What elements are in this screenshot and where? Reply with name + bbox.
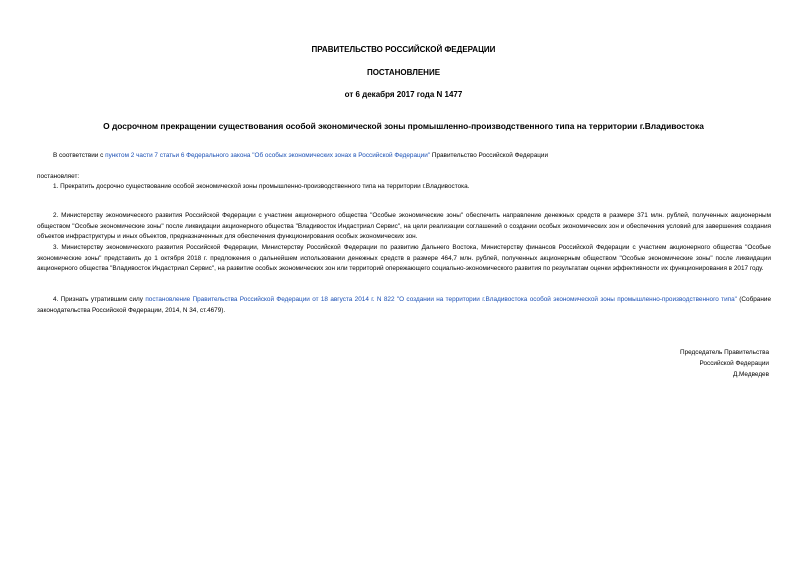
preamble: [37, 151, 771, 162]
decrees-label: постановляет:: [37, 173, 80, 180]
item-4: [37, 295, 771, 316]
preamble-text-before: В соответствии с: [53, 152, 106, 159]
preamble-text-after: Правительство Российской Федерации: [430, 152, 549, 159]
item-4-text-after: (Собрание законодательства Российской Федерации, 2014, N 34, ст.4679).: [37, 296, 771, 314]
federal-law-link[interactable]: пунктом 2 части 7 статьи 6 Федерального закона "Об особых экономических зонах в Российской Федерации": [105, 152, 431, 159]
signature-organization: Российской Федерации: [699, 360, 769, 367]
item-2: 2. Министерству экономического развития Российской Федерации с участием акционерного общества "Особые экономические зоны" обеспечить направление денежных средств в размере 371 млн. рублей, полученных акционерным обществом "Особые экономические зоны" после ликвидации акционерного общества "Владивосток Индастриал Сервис", на цели реализации соглашений о создании особых экономических зон и обеспечения условий для завершения создания объектов инфраструктуры и иных объектов, предназначенных для обеспечения функционирования особых экономических зон.: [37, 212, 771, 241]
document-title: О досрочном прекращении существования особой экономической зоны промышленно-производственного типа на территории г.Владивостока: [103, 121, 704, 131]
government-heading: ПРАВИТЕЛЬСТВО РОССИЙСКОЙ ФЕДЕРАЦИИ: [311, 45, 496, 54]
signature-block: [680, 347, 769, 380]
document-date-number: от 6 декабря 2017 года N 1477: [344, 90, 463, 99]
repealed-resolution-link[interactable]: постановление Правительства Российской Федерации от 18 августа 2014 г. N 822 "О создании на территории г.Владивостока особой экономической зоны промышленно-производственного типа": [145, 296, 737, 303]
item-1: 1. Прекратить досрочно существование особой экономической зоны промышленно-производственного типа на территории г.Владивостока.: [53, 183, 470, 190]
signature-position: Председатель Правительства: [680, 349, 769, 356]
document-type: ПОСТАНОВЛЕНИЕ: [366, 68, 441, 77]
item-4-text-before: 4. Признать утратившим силу: [53, 296, 146, 303]
item-3: 3. Министерству экономического развития Российской Федерации, Министерству Российской Федерации по развитию Дальнего Востока, Министерству финансов Российской Федерации с участием акционерного общества "Особые экономические зоны" представить до 1 октября 2018 г. предложения о дальнейшем использовании денежных средств в размере 464,7 млн. рублей, полученных акционерным обществом "Особые экономические зоны" после ликвидации акционерного общества "Владивосток Индастриал Сервис", на развитие особых экономических зон или территорий опережающего социально-экономического развития по результатам оценки эффективности их функционирования в 2017 году.: [37, 244, 771, 273]
signature-name: Д.Медведев: [732, 371, 769, 378]
